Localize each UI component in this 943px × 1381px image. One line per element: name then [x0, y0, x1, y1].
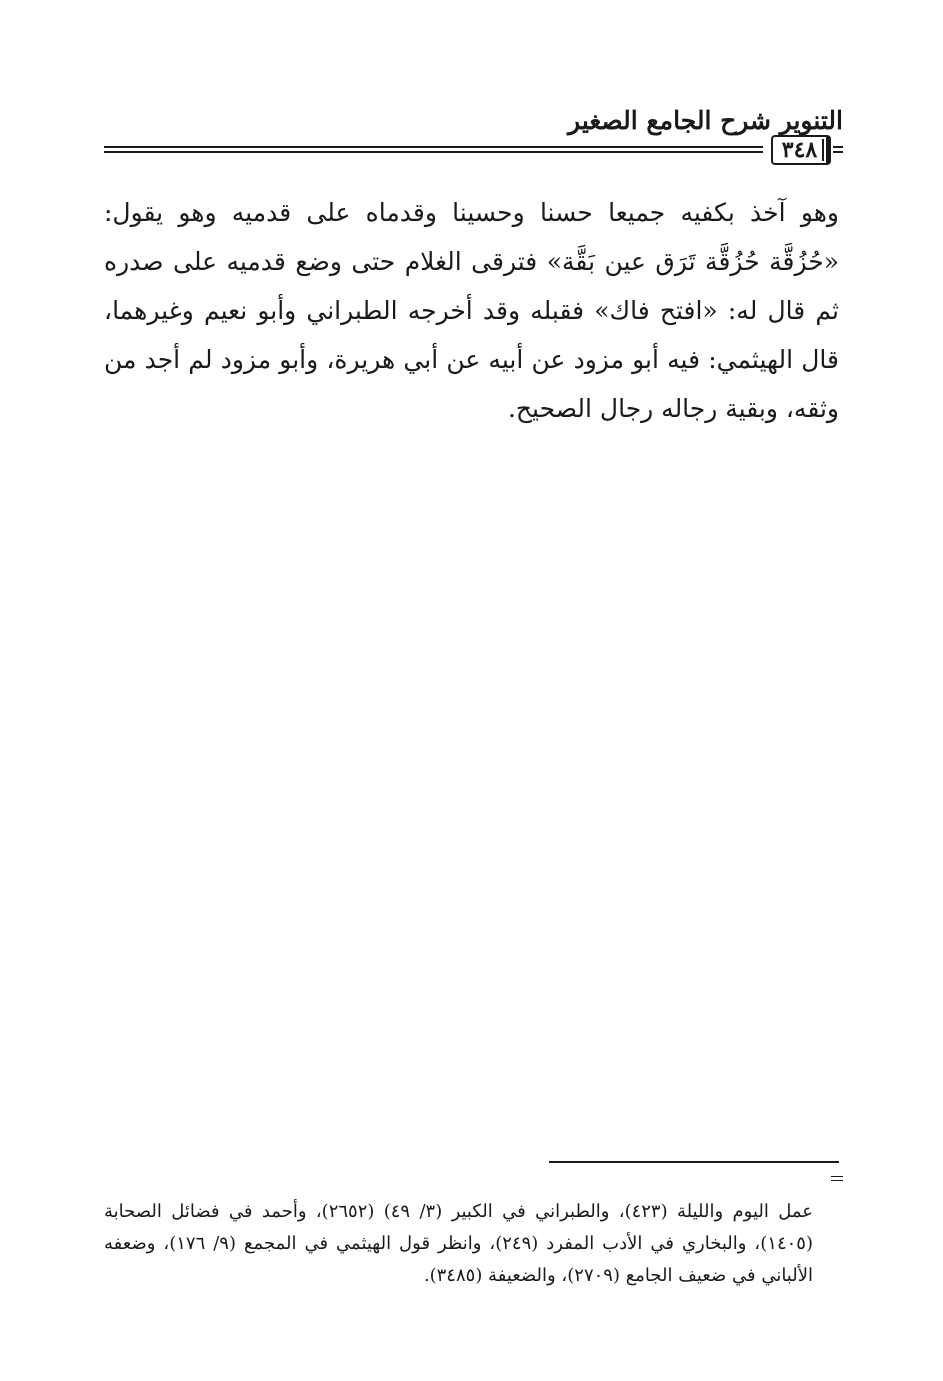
running-title: التنوير شرح الجامع الصغير: [568, 106, 843, 135]
footnote-separator: [549, 1161, 839, 1163]
main-text-block: [104, 188, 839, 433]
footnote-continuation-marker: [831, 1176, 843, 1181]
page-number: ٣٤٨: [781, 137, 818, 163]
footnote-block: [104, 1196, 813, 1292]
main-paragraph: وهو آخذ بكفيه جميعا حسنا وحسينا وقدماه على قدميه وهو يقول: «حُزُقَّة حُزُقَّة تَرَق عين بَقَّة» فترقى الغلام حتى وضع قدميه على صدره ثم قال له: «افتح فاك» فقبله وقد أخرجه الطبراني وأبو نعيم وغيرهما، قال الهيثمي: فيه أبو مزود عن أبيه عن أبي هريرة، وأبو مزود لم أجد من وثقه، وبقية رجاله رجال الصحيح.: [104, 198, 839, 423]
page-number-box: [771, 135, 831, 165]
header-rule-tail: [833, 146, 843, 153]
footnote-text: عمل اليوم والليلة (٤٢٣)، والطبراني في الكبير (٣/ ٤٩) (٢٦٥٢)، وأحمد في فضائل الصحابة (١٤٠٥)، والبخاري في الأدب المفرد (٢٤٩)، وانظر قول الهيثمي في المجمع (٩/ ١٧٦)، وضعفه الألباني في ضعيف الجامع (٢٧٠٩)، والضعيفة (٣٤٨٥).: [104, 1201, 813, 1286]
header-double-rule: [104, 146, 763, 153]
